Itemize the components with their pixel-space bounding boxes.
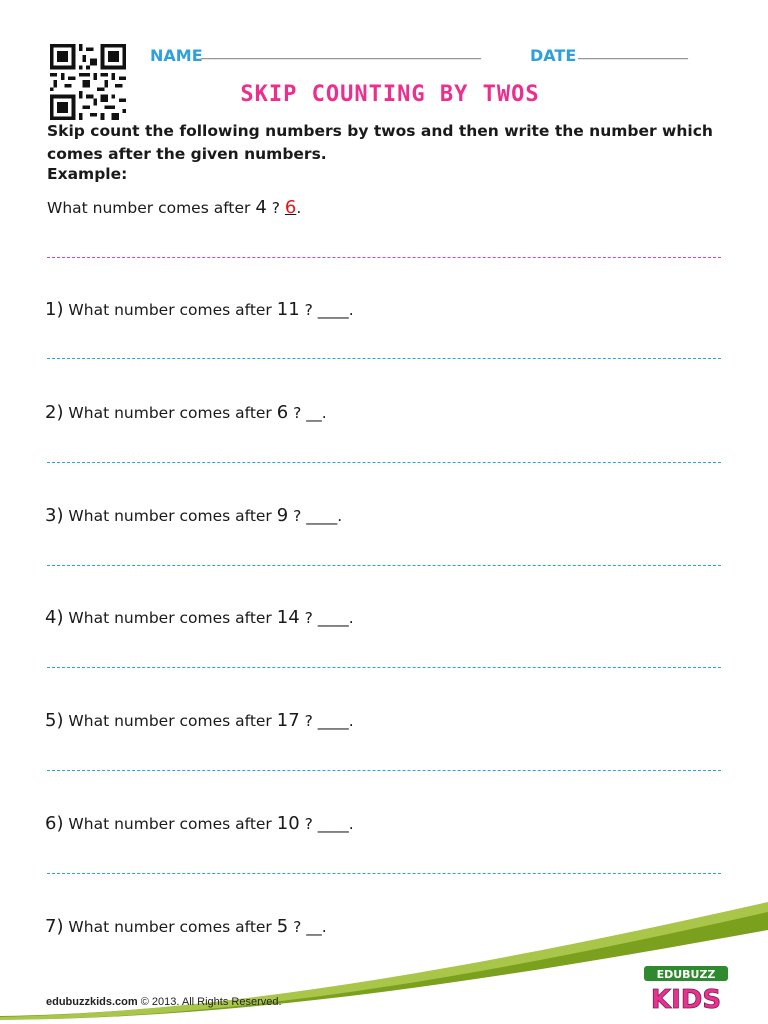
question-index: 2) bbox=[45, 402, 64, 423]
question-prompt: What number comes after bbox=[68, 507, 272, 525]
question-1 bbox=[45, 299, 354, 320]
separator-line bbox=[47, 462, 721, 463]
question-prompt: What number comes after bbox=[68, 404, 272, 422]
logo-text-bottom: KIDS bbox=[650, 985, 722, 1012]
footer-site: edubuzzkids.com bbox=[46, 996, 138, 1008]
question-7 bbox=[45, 916, 327, 937]
answer-blank[interactable]: ? ____. bbox=[304, 712, 354, 730]
edubuzz-kids-logo bbox=[640, 966, 732, 1012]
example-question bbox=[47, 197, 301, 218]
example-prompt: What number comes after bbox=[47, 199, 251, 217]
separator-line bbox=[47, 565, 721, 566]
question-index: 4) bbox=[45, 607, 64, 628]
question-number: 11 bbox=[276, 299, 300, 320]
example-label: Example: bbox=[47, 165, 128, 183]
example-number: 4 bbox=[255, 197, 267, 218]
answer-blank[interactable]: ? ____. bbox=[293, 507, 343, 525]
footer-copyright bbox=[46, 996, 282, 1008]
question-index: 3) bbox=[45, 505, 64, 526]
question-prompt: What number comes after bbox=[68, 301, 272, 319]
answer-blank[interactable]: ? ____. bbox=[304, 301, 354, 319]
worksheet-title: SKIP COUNTING BY TWOS bbox=[240, 82, 540, 107]
date-label: DATE bbox=[530, 46, 577, 65]
logo-text-top: EDUBUZZ bbox=[656, 968, 716, 981]
answer-blank[interactable]: ? __. bbox=[293, 404, 327, 422]
separator-line bbox=[47, 873, 721, 874]
separator-line bbox=[47, 358, 721, 359]
question-number: 9 bbox=[276, 505, 289, 526]
instructions-line-1: Skip count the following numbers by twos and then write the number which bbox=[47, 122, 713, 140]
name-label: NAME bbox=[150, 46, 203, 65]
question-6 bbox=[45, 813, 354, 834]
question-4 bbox=[45, 607, 354, 628]
example-period: . bbox=[296, 199, 302, 217]
question-index: 5) bbox=[45, 710, 64, 731]
example-question-mark: ? bbox=[271, 199, 280, 217]
name-field[interactable]: ________________________________________________________ bbox=[201, 49, 481, 60]
example-separator bbox=[47, 257, 721, 258]
question-index: 1) bbox=[45, 299, 64, 320]
date-field[interactable]: ______________________ bbox=[578, 49, 688, 60]
answer-blank[interactable]: ? ____. bbox=[304, 815, 354, 833]
separator-line bbox=[47, 770, 721, 771]
question-number: 6 bbox=[276, 402, 289, 423]
question-number: 5 bbox=[276, 916, 289, 937]
question-3 bbox=[45, 505, 342, 526]
question-2 bbox=[45, 402, 327, 423]
answer-blank[interactable]: ? ____. bbox=[304, 609, 354, 627]
question-prompt: What number comes after bbox=[68, 918, 272, 936]
instructions-line-2: comes after the given numbers. bbox=[47, 145, 327, 163]
question-index: 7) bbox=[45, 916, 64, 937]
question-5 bbox=[45, 710, 354, 731]
question-prompt: What number comes after bbox=[68, 712, 272, 730]
question-number: 17 bbox=[276, 710, 300, 731]
question-prompt: What number comes after bbox=[68, 609, 272, 627]
footer-copyright-text: © 2013. All Rights Reserved. bbox=[140, 996, 282, 1008]
question-prompt: What number comes after bbox=[68, 815, 272, 833]
separator-line bbox=[47, 667, 721, 668]
question-number: 10 bbox=[276, 813, 300, 834]
answer-blank[interactable]: ? __. bbox=[293, 918, 327, 936]
example-answer: 6 bbox=[284, 197, 297, 218]
question-index: 6) bbox=[45, 813, 64, 834]
question-number: 14 bbox=[276, 607, 300, 628]
